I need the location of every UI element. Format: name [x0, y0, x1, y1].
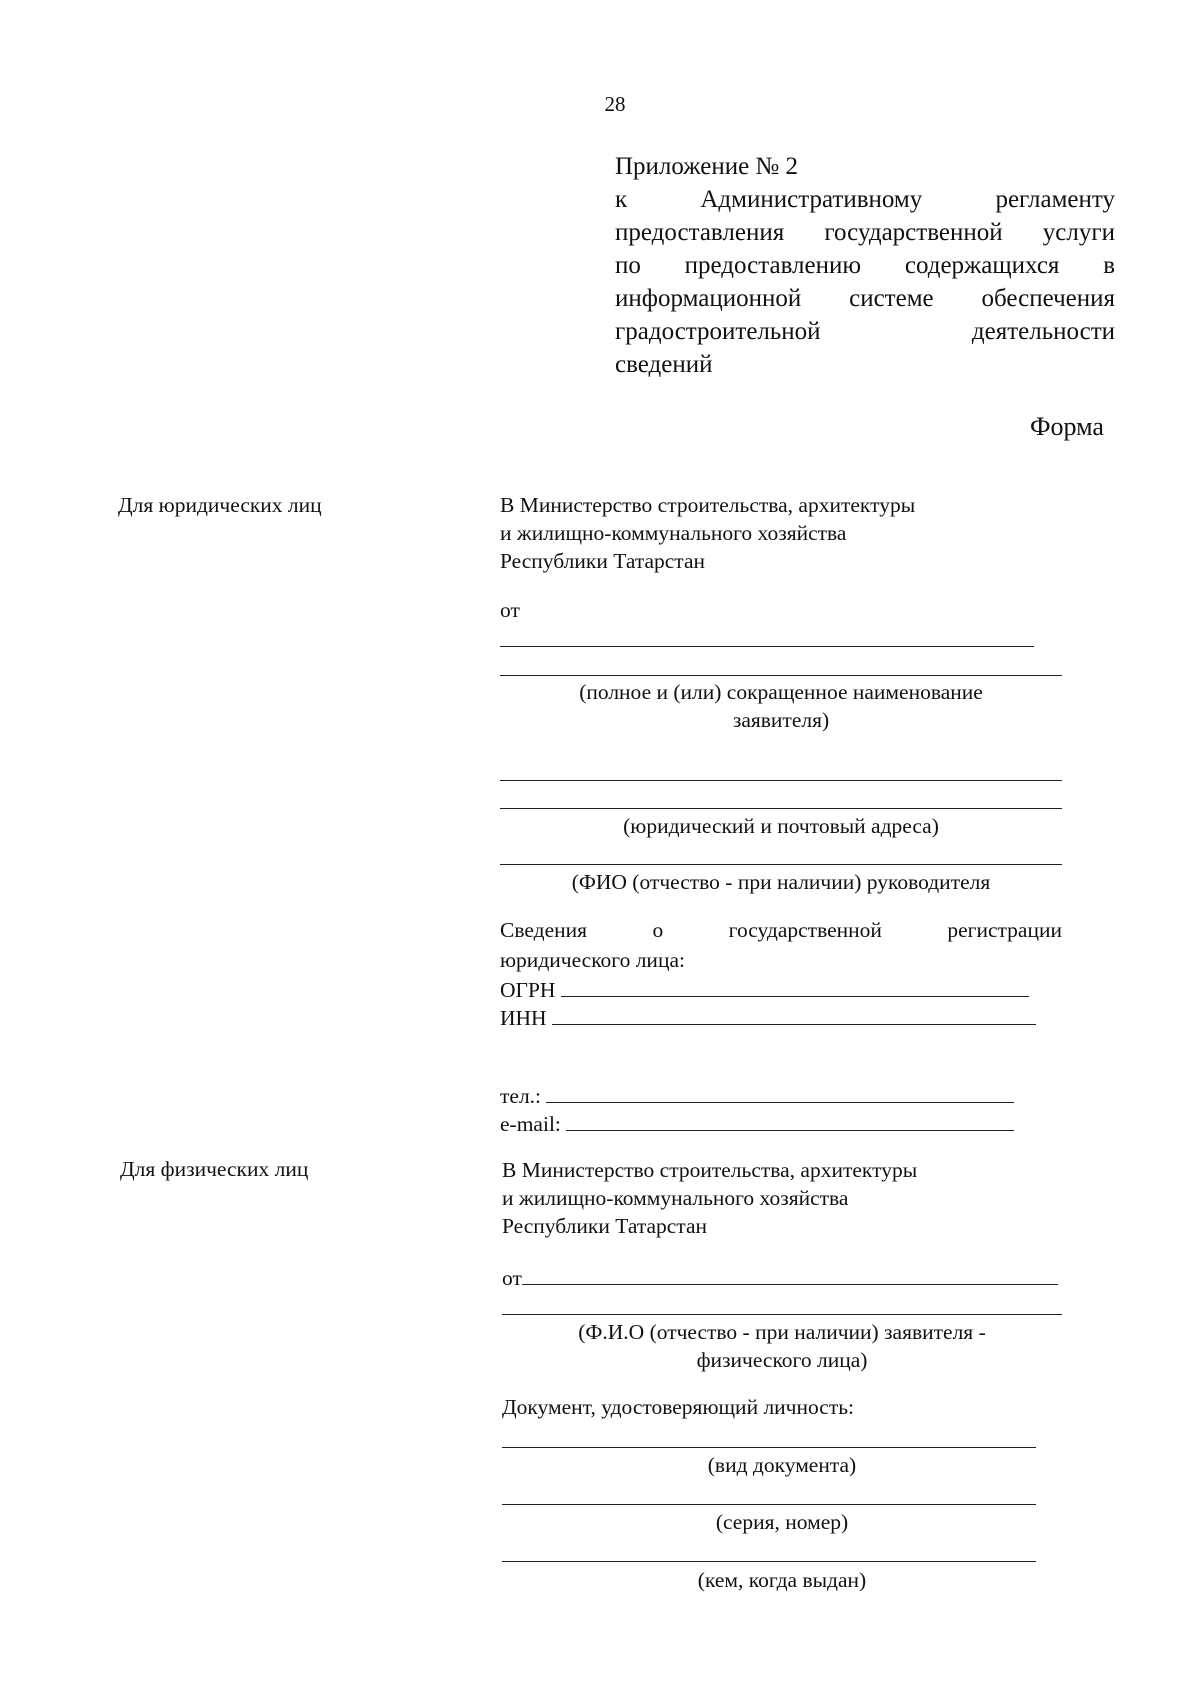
- form-label: Форма: [1030, 412, 1104, 441]
- registration-word: о: [652, 918, 664, 942]
- appendix-line: градостроительной деятельности: [615, 318, 1115, 345]
- legal-name-line-1: [500, 646, 1034, 647]
- individuals-label: Для физических лиц: [120, 1157, 309, 1181]
- legal-recipient: [500, 491, 915, 575]
- appendix-title: Приложение № 2: [615, 153, 799, 180]
- recipient-line: и жилищно-коммунального хозяйства: [500, 521, 847, 545]
- email-label: e-mail:: [500, 1112, 561, 1136]
- caption-line: физического лица): [696, 1348, 868, 1372]
- ogrn-input-line[interactable]: [561, 974, 1029, 997]
- registration-heading: [500, 918, 1062, 943]
- doc-type-caption: (вид документа): [707, 1453, 857, 1477]
- individual-from-field: [502, 1262, 1058, 1291]
- legal-address-line-1: [500, 780, 1062, 781]
- caption-line: (полное и (или) сокращенное наименование: [579, 680, 983, 704]
- legal-name-line-2: [500, 675, 1062, 676]
- individual-name-caption: [502, 1318, 1062, 1374]
- phone-input-line[interactable]: [546, 1080, 1014, 1103]
- registration-word: регистрации: [947, 918, 1062, 942]
- ogrn-label: ОГРН: [500, 978, 556, 1002]
- caption-line: (Ф.И.О (отчество - при наличии) заявителя -: [578, 1320, 986, 1344]
- appendix-line: информационной системе обеспечения: [615, 285, 1115, 312]
- recipient-line: Республики Татарстан: [500, 549, 706, 573]
- legal-entities-label: Для юридических лиц: [118, 493, 322, 517]
- ogrn-field: [500, 974, 1029, 1003]
- legal-head-line: [500, 864, 1062, 865]
- appendix-line: предоставления государственной услуги: [615, 219, 1115, 246]
- inn-label: ИНН: [500, 1006, 547, 1030]
- legal-address-caption: (юридический и почтовый адреса): [623, 814, 939, 838]
- registration-word: Сведения: [500, 918, 588, 942]
- legal-address-line-2: [500, 808, 1062, 809]
- inn-input-line[interactable]: [552, 1002, 1036, 1025]
- phone-field: [500, 1080, 1014, 1109]
- series-caption: (серия, номер): [715, 1510, 849, 1534]
- individual-recipient: [502, 1156, 917, 1240]
- email-input-line[interactable]: [566, 1108, 1014, 1131]
- issued-line: [502, 1561, 1036, 1562]
- legal-from-label: от: [500, 598, 520, 622]
- appendix-line: к Административному регламенту: [615, 186, 1115, 213]
- appendix-line: по предоставлению содержащихся в: [615, 252, 1115, 279]
- inn-field: [500, 1002, 1036, 1031]
- individual-name-line-2: [502, 1314, 1062, 1315]
- series-line: [502, 1504, 1036, 1505]
- registration-line-2: юридического лица:: [500, 948, 685, 972]
- registration-word: государственной: [728, 918, 882, 942]
- appendix-header: [615, 150, 1115, 381]
- recipient-line: Республики Татарстан: [502, 1214, 708, 1238]
- doc-type-line: [502, 1447, 1036, 1448]
- legal-name-caption: [500, 678, 1062, 734]
- appendix-line: сведений: [615, 351, 713, 378]
- id-document-label: Документ, удостоверяющий личность:: [502, 1395, 854, 1419]
- individual-from-label: от: [502, 1266, 522, 1290]
- email-field: [500, 1108, 1014, 1137]
- recipient-line: и жилищно-коммунального хозяйства: [502, 1186, 849, 1210]
- recipient-line: В Министерство строительства, архитектуры: [502, 1158, 918, 1182]
- issued-caption: (кем, когда выдан): [697, 1568, 867, 1592]
- recipient-line: В Министерство строительства, архитектуры: [500, 493, 916, 517]
- caption-line: заявителя): [732, 708, 830, 732]
- page-number: 28: [604, 92, 626, 116]
- phone-label: тел.:: [500, 1084, 542, 1108]
- legal-head-caption: (ФИО (отчество - при наличии) руководителя: [571, 870, 991, 894]
- individual-name-input-line[interactable]: [522, 1262, 1058, 1285]
